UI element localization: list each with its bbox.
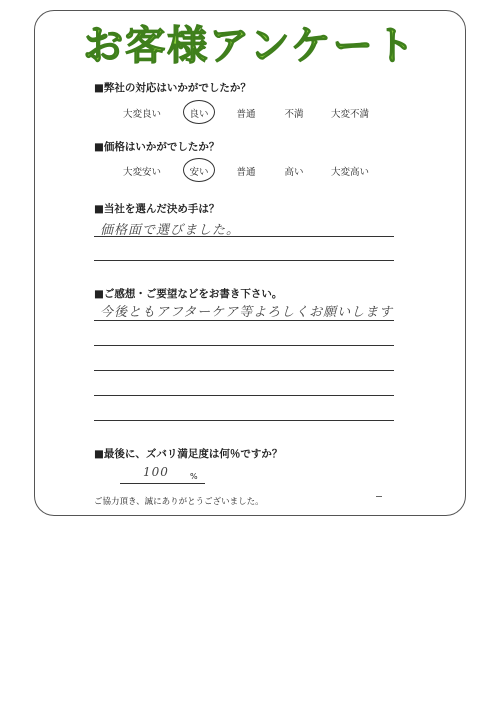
service-option-very-unsatisfied[interactable]: 大変不満 [330, 109, 370, 120]
price-option-cheap[interactable]: 安い [189, 167, 209, 178]
question-price: ■価格はいかがでしたか？ [94, 141, 220, 153]
satisfaction-line [120, 483, 205, 484]
survey-title: お客様アンケート [83, 23, 417, 69]
deciding-factor-answer[interactable]: 価格面で選びました。 [100, 223, 241, 238]
comment-line [94, 345, 394, 346]
footer-dash [376, 496, 382, 497]
question-service: ■弊社の対応はいかがでしたか？ [94, 82, 251, 94]
comment-line [94, 370, 394, 371]
service-option-good[interactable]: 良い [189, 109, 209, 120]
price-option-normal[interactable]: 普通 [236, 167, 256, 178]
satisfaction-answer[interactable]: 100 [143, 465, 169, 479]
price-selected-circle [183, 158, 215, 182]
service-option-normal[interactable]: 普通 [236, 109, 256, 120]
answer-line [94, 260, 394, 261]
question-satisfaction: ■最後に、ズバリ満足度は何％ですか？ [94, 448, 283, 460]
question-deciding-factor: ■当社を選んだ決め手は？ [94, 203, 220, 215]
comment-line [94, 420, 394, 421]
service-option-very-good[interactable]: 大変良い [122, 109, 162, 120]
price-option-expensive[interactable]: 高い [284, 167, 304, 178]
price-option-very-expensive[interactable]: 大変高い [330, 167, 370, 178]
price-option-very-cheap[interactable]: 大変安い [122, 167, 162, 178]
answer-line [94, 236, 394, 237]
percent-unit: % [190, 472, 198, 481]
question-comments: ■ご感想・ご要望などをお書き下さい。 [94, 288, 283, 300]
comment-line [94, 395, 394, 396]
service-selected-circle [183, 100, 215, 124]
thank-you-message: ご協力頂き、誠にありがとうございました。 [94, 497, 264, 507]
comments-answer[interactable]: 今後ともアフターケア等よろしくお願いします [100, 305, 394, 320]
comment-line [94, 320, 394, 321]
service-option-unsatisfied[interactable]: 不満 [284, 109, 304, 120]
